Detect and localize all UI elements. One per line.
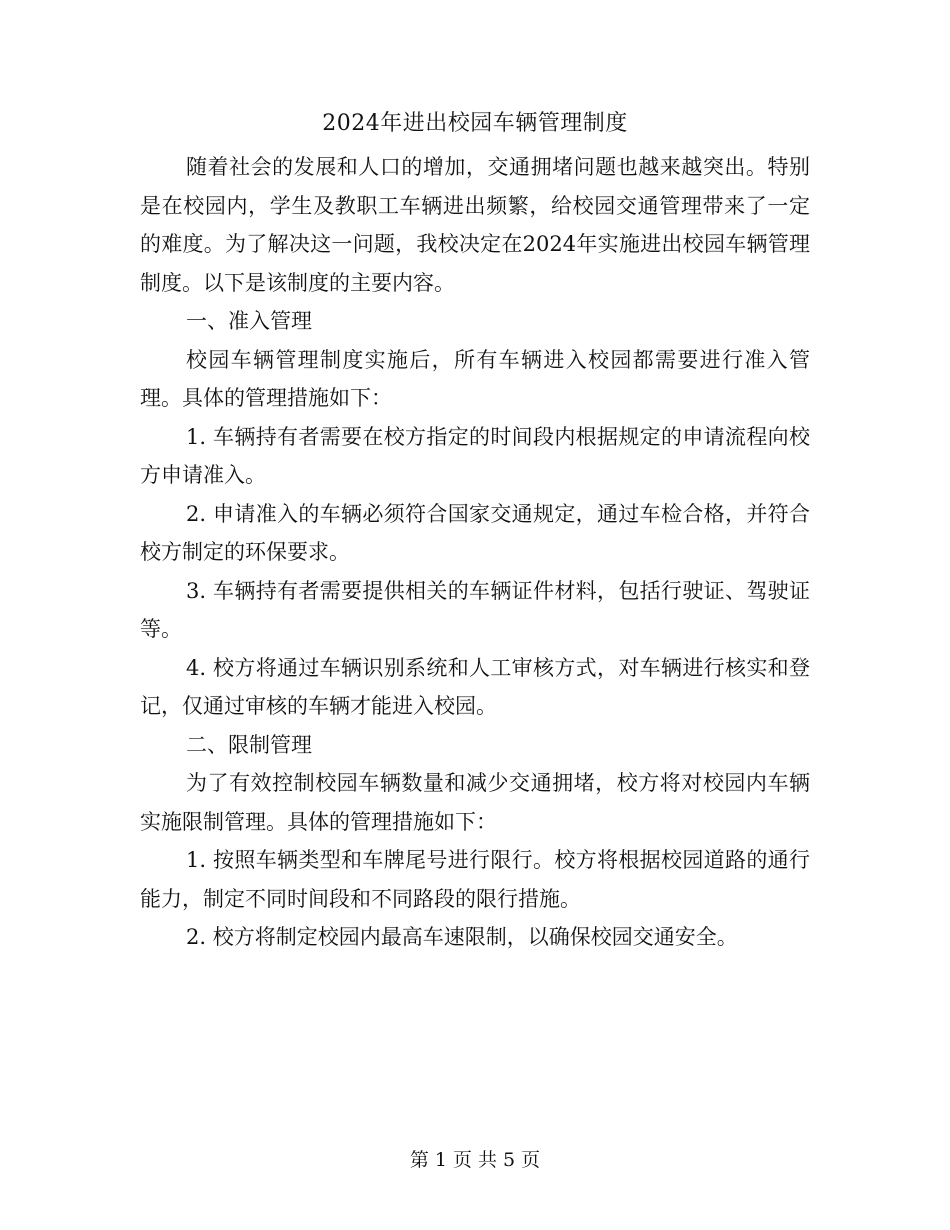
restriction-intro-paragraph: 为了有效控制校园车辆数量和减少交通拥堵，校方将对校园内车辆实施限制管理。具体的管理措施如下：: [140, 771, 810, 834]
restriction-item-1: 1. 按照车辆类型和车牌尾号进行限行。校方将根据校园道路的通行能力，制定不同时间段和不同路段的限行措施。: [140, 848, 810, 911]
access-intro-paragraph: 校园车辆管理制度实施后，所有车辆进入校园都需要进行准入管理。具体的管理措施如下：: [140, 347, 810, 410]
document-title: 2024年进出校园车辆管理制度: [322, 111, 628, 136]
section-heading-access: 一、准入管理: [186, 309, 312, 333]
access-item-3: 3. 车辆持有者需要提供相关的车辆证件材料，包括行驶证、驾驶证等。: [140, 578, 810, 641]
restriction-item-2: 2. 校方将制定校园内最高车速限制，以确保校园交通安全。: [186, 925, 738, 949]
page-footer: [0, 1145, 950, 1175]
page-number-label: 第 1 页 共 5 页: [409, 1149, 541, 1171]
access-item-4: 4. 校方将通过车辆识别系统和人工审核方式，对车辆进行核实和登记，仅通过审核的车辆才能进入校园。: [140, 655, 810, 718]
document-body: [140, 148, 810, 957]
access-item-2: 2. 申请准入的车辆必须符合国家交通规定，通过车检合格，并符合校方制定的环保要求。: [140, 501, 810, 564]
section-heading-restriction: 二、限制管理: [186, 732, 312, 757]
intro-paragraph: 随着社会的发展和人口的增加，交通拥堵问题也越来越突出。特别是在校园内，学生及教职工车辆进出频繁，给校园交通管理带来了一定的难度。为了解决这一问题，我校决定在2024年实施进出校园车辆管理制度。以下是该制度的主要内容。: [140, 155, 810, 295]
access-item-1: 1. 车辆持有者需要在校方指定的时间段内根据规定的申请流程向校方申请准入。: [140, 424, 810, 487]
